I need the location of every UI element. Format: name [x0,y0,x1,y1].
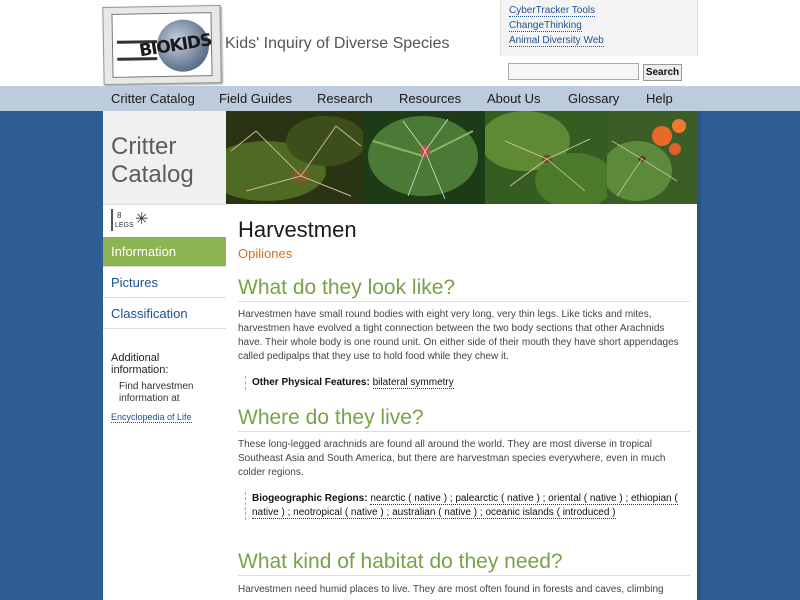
harvestman-photo-3 [485,111,607,204]
page-title: Harvestmen [238,217,357,242]
logo-frame [111,12,212,78]
additional-heading-line2: information: [111,364,169,376]
critter-catalog-title [111,133,194,189]
nav-help[interactable]: Help [646,91,673,106]
critter-catalog-title-line2: Catalog [111,161,194,188]
critter-catalog-title-line1: Critter [111,133,177,160]
nav-research[interactable]: Research [317,91,373,106]
top-links-panel [500,0,698,56]
section-divider [238,431,690,432]
search-input[interactable] [508,63,639,80]
section-heading-range: Where do they live? [238,406,424,429]
additional-info-text: Find harvestmen information at [119,381,194,404]
legs-label: LEGS [115,222,134,229]
biogeographic-regions-value[interactable]: nearctic ( native ) ; palearctic ( native ) ; oriental ( native ) ; ethiopian ( native ) ; neotropical ( native ) ; australian ( native ) ; oceanic islands ( introduced ) [252,493,678,518]
biogeographic-regions-label: Biogeographic Regions: [252,493,368,504]
appearance-paragraph: Harvestmen have small round bodies with eight very long, very thin legs. Like ticks and mites, harvestmen have evolved a tight connection between the two body sections that other Arachnids have. Their whole body is one round unit. On either side of their mouth they have short appendages called pedipalps that they use to hold food while they chew it. [238,309,679,362]
header [0,0,800,86]
scientific-name: Opiliones [238,246,293,261]
encyclopedia-of-life-link[interactable]: Encyclopedia of Life [111,412,192,422]
nav-glossary[interactable]: Glossary [568,91,620,106]
link-changethinking[interactable]: ChangeThinking [509,20,582,31]
additional-info-heading [111,352,168,376]
sidebar-item-information[interactable]: Information [103,237,226,267]
spider-icon: ✳ [135,211,149,228]
physical-features-label: Other Physical Features: [252,377,370,388]
section-divider [238,301,690,302]
photo-banner [226,111,697,204]
main-content [226,204,697,600]
section-divider [238,575,690,576]
biogeographic-regions [245,492,682,520]
main-nav [0,86,800,111]
search-button[interactable]: Search [643,64,682,81]
link-animal-diversity-web[interactable]: Animal Diversity Web [509,35,604,46]
logo-text: BIOKIDS [137,30,213,62]
section-heading-appearance: What do they look like? [238,276,456,299]
harvestman-photo-1 [226,111,363,204]
sidebar-item-pictures[interactable]: Pictures [103,268,226,298]
nav-critter-catalog[interactable]: Critter Catalog [111,91,195,106]
site-title: Kids' Inquiry of Diverse Species [225,35,450,52]
harvestman-photo-2 [363,111,485,204]
nav-field-guides[interactable]: Field Guides [219,91,292,106]
content-edge [697,111,701,600]
link-cybertracker-tools[interactable]: CyberTracker Tools [509,5,596,16]
range-paragraph: These long-legged arachnids are found all around the world. They are most diverse in tropical Southeast Asia and South America, but there are harvestman species everywhere, even in much colder regions. [238,439,666,478]
nav-resources[interactable]: Resources [399,91,462,106]
eight-legs-icon [111,209,159,233]
physical-features-value[interactable]: bilateral symmetry [372,377,454,388]
sidebar-item-classification[interactable]: Classification [103,299,226,329]
legs-number: 8 [117,211,122,220]
nav-about-us[interactable]: About Us [487,91,541,106]
additional-heading-line1: Additional [111,352,160,364]
biokids-logo[interactable] [102,5,221,85]
legs-divider [111,209,113,231]
physical-features [245,376,682,390]
habitat-paragraph: Harvestmen need humid places to live. They are most often found in forests and caves, climbing [238,584,664,595]
harvestman-photo-4 [607,111,697,204]
section-heading-habitat: What kind of habitat do they need? [238,550,563,573]
